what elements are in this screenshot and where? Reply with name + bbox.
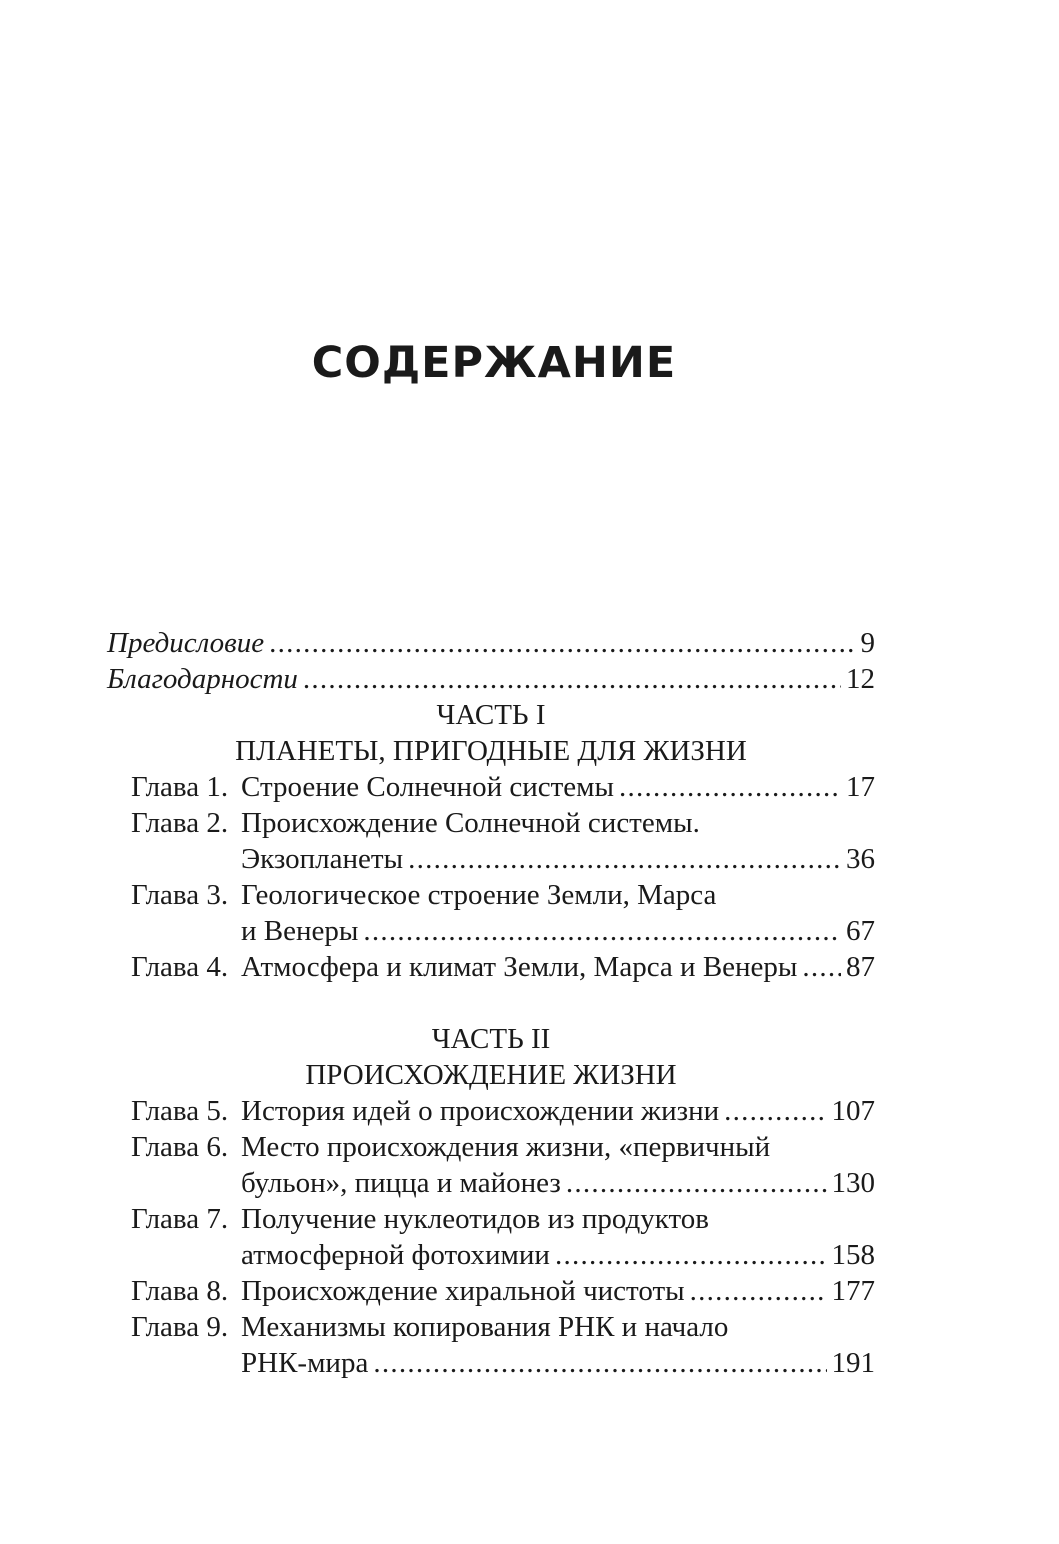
chapter-title-line: бульон», пицца и майонез [241,1167,561,1199]
page-number: 177 [831,1275,875,1307]
dot-leader [303,661,841,697]
chapter-number: Глава 5. [131,1095,229,1127]
page-number: 17 [846,771,875,803]
page-number: 12 [846,663,875,695]
chapter-number: Глава 1. [131,771,229,803]
dot-leader [802,949,841,985]
chapter-title: Происхождение Солнечной системы. [241,807,700,839]
chapter-title-line: и Венеры [241,915,359,947]
chapter-title: Происхождение хиральной чистоты [241,1275,685,1307]
chapter-number: Глава 8. [131,1275,229,1307]
dot-leader [566,1165,827,1201]
chapter-number: Глава 4. [131,951,229,983]
toc-chapter[interactable] [107,1093,875,1129]
toc-chapter[interactable] [107,1309,875,1345]
chapter-title: Получение нуклеотидов из продуктов [241,1203,709,1235]
chapter-number: Глава 9. [131,1311,229,1343]
chapter-title: Строение Солнечной системы [241,771,614,803]
dot-leader [373,1345,826,1381]
page-number: 67 [846,915,875,947]
part-title: ПЛАНЕТЫ, ПРИГОДНЫЕ ДЛЯ ЖИЗНИ [235,735,747,767]
toc-chapter[interactable] [107,1273,875,1309]
table-of-contents [107,625,875,1381]
chapter-number: Глава 3. [131,879,229,911]
part-label: ЧАСТЬ I [436,699,546,731]
page-number: 130 [831,1167,875,1199]
chapter-title: Механизмы копирования РНК и начало [241,1311,729,1343]
part-label: ЧАСТЬ II [431,1023,551,1055]
dot-leader [408,841,841,877]
chapter-title-line: РНК-мира [241,1347,369,1379]
dot-leader [619,769,841,805]
dot-leader [724,1093,826,1129]
toc-chapter[interactable] [107,805,875,841]
toc-chapter-continuation[interactable] [107,1237,875,1273]
toc-chapter-continuation[interactable] [107,1165,875,1201]
toc-chapter-continuation[interactable] [107,1345,875,1381]
page-number: 191 [831,1347,875,1379]
dot-leader [363,913,841,949]
toc-entry-acknowledgements[interactable] [107,661,875,697]
chapter-number: Глава 2. [131,807,229,839]
dot-leader [690,1273,827,1309]
toc-chapter[interactable] [107,877,875,913]
dot-leader [269,625,855,661]
toc-chapter[interactable] [107,1129,875,1165]
page-number: 9 [860,627,875,659]
page-title: СОДЕРЖАНИЕ [311,338,677,388]
chapter-title: Атмосфера и климат Земли, Марса и Венеры [241,951,798,983]
chapter-title: Место происхождения жизни, «первичный [241,1131,771,1163]
toc-chapter[interactable] [107,949,875,985]
spacer [107,985,875,1021]
chapter-title-line: атмосферной фотохимии [241,1239,550,1271]
toc-chapter[interactable] [107,1201,875,1237]
page-number: 158 [831,1239,875,1271]
toc-chapter-continuation[interactable] [107,841,875,877]
page-number: 36 [846,843,875,875]
part-title: ПРОИСХОЖДЕНИЕ ЖИЗНИ [305,1059,677,1091]
entry-title: Предисловие [107,627,265,659]
toc-chapter[interactable] [107,769,875,805]
page-number: 107 [831,1095,875,1127]
chapter-title: История идей о происхождении жизни [241,1095,720,1127]
chapter-title: Геологическое строение Земли, Марса [241,879,717,911]
chapter-number: Глава 6. [131,1131,229,1163]
entry-title: Благодарности [107,663,298,695]
page-number: 87 [846,951,875,983]
toc-chapter-continuation[interactable] [107,913,875,949]
dot-leader [555,1237,827,1273]
toc-entry-preface[interactable] [107,625,875,661]
chapter-title-line: Экзопланеты [241,843,404,875]
chapter-number: Глава 7. [131,1203,229,1235]
